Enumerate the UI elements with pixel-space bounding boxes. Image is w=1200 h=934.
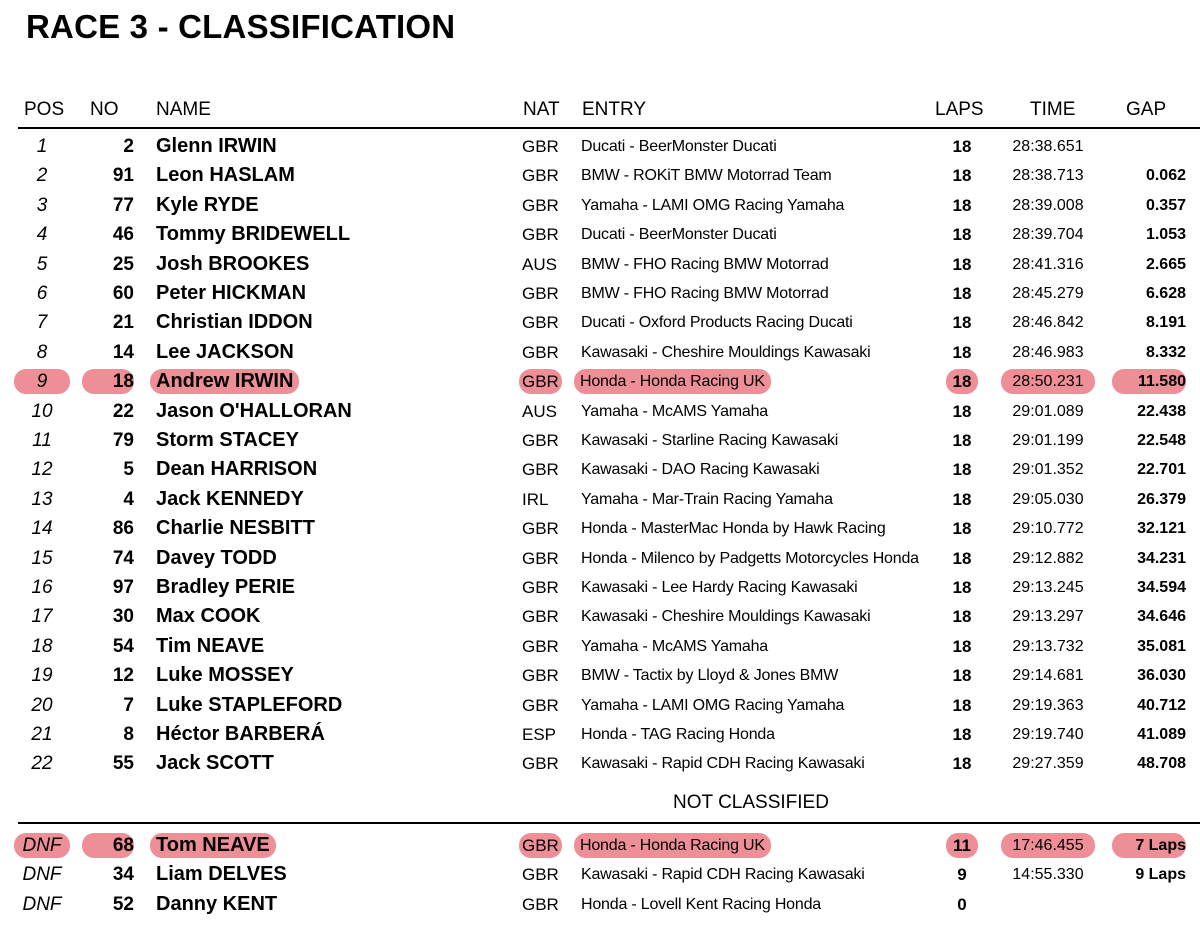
table-row — [0, 890, 1200, 919]
cell-pos: 12 — [31, 459, 53, 481]
cell-pos: 10 — [31, 400, 53, 422]
cell-entry: Yamaha - LAMI OMG Racing Yamaha — [581, 696, 845, 714]
cell-laps: 18 — [952, 725, 972, 744]
cell-nat: GBR — [522, 695, 559, 715]
cell-no: 54 — [112, 635, 134, 657]
cell-entry: Honda - Lovell Kent Racing Honda — [581, 895, 821, 913]
cell-nat: GBR — [522, 519, 559, 539]
cell-entry: Honda - TAG Racing Honda — [581, 726, 775, 743]
cell-gap: 6.628 — [1145, 285, 1186, 302]
cell-pos: 14 — [31, 518, 53, 540]
cell-name: Andrew IRWIN — [150, 369, 299, 394]
cell-entry: Yamaha - Mar-Train Racing Yamaha — [581, 490, 833, 508]
cell-time: 29:01.199 — [1012, 432, 1084, 449]
table-row — [0, 514, 1200, 543]
cell-name: Christian IDDON — [156, 311, 313, 334]
cell-pos: 8 — [36, 341, 48, 363]
cell-nat: GBR — [522, 894, 559, 914]
header-name: NAME — [156, 99, 211, 120]
header-gap: GAP — [1126, 99, 1167, 120]
table-row — [0, 661, 1200, 690]
cell-laps: 18 — [952, 578, 972, 597]
not-classified-heading: NOT CLASSIFIED — [673, 792, 829, 813]
cell-name: Peter HICKMAN — [156, 282, 307, 304]
cell-gap: 40.712 — [1137, 696, 1186, 714]
cell-pos: 9 — [14, 369, 70, 394]
cell-laps: 0 — [957, 894, 967, 914]
cell-laps: 18 — [952, 636, 972, 656]
cell-nat: GBR — [522, 460, 559, 480]
cell-laps: 18 — [952, 225, 972, 245]
cell-pos: 19 — [31, 665, 53, 687]
cell-gap: 34.646 — [1137, 608, 1186, 626]
table-row — [0, 250, 1200, 279]
cell-gap: 26.379 — [1137, 490, 1186, 508]
highlighted-table-row — [0, 831, 1200, 860]
cell-time: 28:38.713 — [1012, 167, 1084, 185]
cell-no: 60 — [112, 283, 134, 304]
cell-time: 29:19.363 — [1012, 696, 1084, 714]
cell-laps: 11 — [946, 833, 978, 858]
cell-gap: 11.580 — [1112, 369, 1186, 394]
cell-no: 21 — [112, 312, 134, 334]
cell-laps: 18 — [952, 284, 972, 303]
cell-gap: 36.030 — [1137, 667, 1186, 685]
cell-gap: 34.594 — [1137, 579, 1186, 596]
cell-no: 77 — [112, 194, 134, 216]
cell-entry: Kawasaki - Starline Racing Kawasaki — [581, 432, 839, 449]
cell-gap: 7 Laps — [1112, 833, 1186, 858]
cell-no: 14 — [112, 341, 134, 363]
table-row — [0, 308, 1200, 337]
cell-time: 28:46.983 — [1012, 343, 1084, 361]
cell-gap: 48.708 — [1137, 755, 1186, 773]
cell-nat: GBR — [522, 754, 559, 774]
cell-no: 5 — [123, 459, 134, 481]
cell-entry: BMW - Tactix by Lloyd & Jones BMW — [581, 667, 839, 685]
cell-no: 86 — [112, 518, 134, 540]
cell-pos: 20 — [31, 694, 53, 716]
cell-name: Héctor BARBERÁ — [156, 723, 325, 745]
cell-laps: 18 — [952, 195, 972, 215]
cell-nat: IRL — [522, 489, 549, 509]
header-time: TIME — [1030, 99, 1076, 120]
cell-entry: Kawasaki - Rapid CDH Racing Kawasaki — [581, 866, 865, 884]
cell-pos: 13 — [31, 488, 53, 510]
cell-no: 46 — [112, 224, 134, 246]
cell-no: 4 — [123, 488, 134, 510]
cell-time: 28:46.842 — [1012, 314, 1084, 332]
cell-nat: GBR — [522, 313, 559, 333]
cell-time: 29:01.089 — [1012, 402, 1084, 420]
cell-laps: 18 — [952, 166, 972, 186]
cell-gap: 8.191 — [1145, 314, 1186, 332]
table-row — [0, 191, 1200, 220]
cell-gap: 0.062 — [1145, 167, 1186, 185]
cell-pos: DNF — [14, 833, 70, 858]
cell-time: 28:50.231 — [1001, 369, 1095, 394]
cell-entry: Honda - Honda Racing UK — [574, 833, 771, 858]
cell-no: 68 — [82, 833, 134, 858]
cell-nat: GBR — [522, 225, 559, 245]
cell-entry: Ducati - BeerMonster Ducati — [581, 138, 777, 155]
cell-name: Lee JACKSON — [156, 340, 294, 363]
cell-laps: 18 — [952, 401, 972, 421]
cell-pos: 5 — [36, 253, 48, 275]
cell-pos: 15 — [31, 547, 53, 569]
cell-name: Bradley PERIE — [156, 576, 295, 598]
cell-laps: 18 — [952, 313, 972, 333]
cell-name: Jack SCOTT — [156, 752, 274, 775]
cell-gap: 1.053 — [1145, 226, 1186, 244]
cell-entry: Yamaha - LAMI OMG Racing Yamaha — [581, 196, 845, 214]
cell-gap: 35.081 — [1137, 637, 1186, 655]
cell-name: Jack KENNEDY — [156, 487, 304, 510]
cell-entry: BMW - FHO Racing BMW Motorrad — [581, 285, 829, 302]
cell-no: 79 — [112, 430, 134, 451]
cell-nat: GBR — [522, 431, 559, 450]
cell-no: 2 — [123, 136, 134, 157]
cell-name: Max COOK — [156, 605, 261, 628]
cell-entry: Honda - Milenco by Padgetts Motorcycles Honda — [581, 549, 919, 567]
cell-laps: 18 — [952, 431, 972, 450]
cell-entry: BMW - ROKiT BMW Motorrad Team — [581, 167, 832, 185]
cell-no: 8 — [123, 724, 134, 745]
cell-nat: AUS — [522, 401, 557, 421]
table-row — [0, 691, 1200, 720]
cell-laps: 18 — [952, 460, 972, 480]
cell-pos: 2 — [36, 165, 48, 187]
table-row — [0, 338, 1200, 367]
cell-gap — [1112, 890, 1186, 919]
cell-no: 7 — [123, 694, 134, 716]
cell-laps: 18 — [952, 342, 972, 362]
header-pos: POS — [24, 99, 65, 120]
cell-laps: 18 — [952, 695, 972, 715]
header-no: NO — [90, 99, 119, 120]
cell-entry: Kawasaki - DAO Racing Kawasaki — [581, 461, 820, 479]
cell-name: Storm STACEY — [156, 429, 299, 451]
cell-time: 17:46.455 — [1001, 833, 1095, 858]
table-row — [0, 602, 1200, 631]
cell-pos: 21 — [31, 724, 53, 745]
cell-no: 30 — [112, 606, 134, 628]
cell-nat: GBR — [522, 548, 559, 568]
cell-nat: AUS — [522, 254, 557, 274]
cell-entry: Yamaha - McAMS Yamaha — [581, 637, 768, 655]
cell-time: 28:45.279 — [1012, 285, 1084, 302]
cell-time: 29:13.297 — [1012, 608, 1084, 626]
cell-time: 29:27.359 — [1012, 755, 1084, 773]
cell-nat: GBR — [519, 369, 562, 394]
cell-laps: 18 — [952, 254, 972, 274]
cell-name: Kyle RYDE — [156, 193, 259, 216]
cell-name: Charlie NESBITT — [156, 517, 315, 540]
cell-laps: 18 — [952, 548, 972, 568]
header-divider — [18, 127, 1200, 129]
cell-laps: 18 — [952, 489, 972, 509]
cell-name: Jason O'HALLORAN — [156, 399, 352, 422]
cell-nat: GBR — [522, 666, 559, 686]
cell-entry: Kawasaki - Rapid CDH Racing Kawasaki — [581, 755, 865, 773]
cell-entry: Kawasaki - Cheshire Mouldings Kawasaki — [581, 608, 871, 626]
cell-no: 25 — [112, 253, 134, 275]
cell-pos: 22 — [31, 753, 53, 775]
cell-nat: GBR — [519, 833, 562, 858]
cell-time: 29:05.030 — [1012, 490, 1084, 508]
header-nat: NAT — [523, 99, 560, 120]
cell-nat: ESP — [522, 725, 557, 744]
not-classified-divider — [18, 822, 1200, 824]
cell-nat: GBR — [522, 284, 559, 303]
cell-gap: 22.701 — [1137, 461, 1186, 479]
cell-time: 28:38.651 — [1012, 138, 1084, 155]
highlighted-table-row — [0, 367, 1200, 396]
cell-pos: 17 — [31, 606, 53, 628]
table-row — [0, 220, 1200, 249]
cell-nat: GBR — [522, 578, 559, 597]
cell-time: 29:13.732 — [1012, 637, 1084, 655]
table-row — [0, 485, 1200, 514]
cell-gap: 34.231 — [1137, 549, 1186, 567]
cell-no: 74 — [112, 547, 134, 569]
cell-time: 29:14.681 — [1012, 667, 1084, 685]
cell-gap: 22.548 — [1137, 432, 1186, 449]
cell-time: 29:01.352 — [1012, 461, 1084, 479]
cell-laps: 18 — [952, 754, 972, 774]
cell-time: 29:13.245 — [1012, 579, 1084, 596]
cell-time: 28:41.316 — [1012, 255, 1084, 273]
table-row — [0, 455, 1200, 484]
cell-gap: 32.121 — [1137, 520, 1186, 538]
cell-time: 28:39.008 — [1012, 196, 1084, 214]
cell-laps: 18 — [952, 519, 972, 539]
cell-name: Liam DELVES — [156, 863, 287, 886]
cell-entry: Honda - MasterMac Honda by Hawk Racing — [581, 520, 886, 538]
cell-name: Dean HARRISON — [156, 458, 318, 481]
cell-nat: GBR — [522, 342, 559, 362]
header-laps: LAPS — [935, 99, 984, 120]
table-row — [0, 749, 1200, 778]
cell-pos: DNF — [22, 893, 62, 915]
cell-entry: Ducati - BeerMonster Ducati — [581, 226, 777, 244]
cell-gap: 0.357 — [1145, 196, 1186, 214]
cell-time: 14:55.330 — [1012, 866, 1084, 884]
cell-entry: BMW - FHO Racing BMW Motorrad — [581, 255, 829, 273]
table-row — [0, 426, 1200, 455]
cell-name: Davey TODD — [156, 546, 277, 569]
cell-no: 55 — [112, 753, 134, 775]
table-row — [0, 161, 1200, 190]
cell-nat: GBR — [522, 636, 559, 656]
cell-gap: 41.089 — [1137, 726, 1186, 743]
cell-gap: 2.665 — [1145, 255, 1186, 273]
cell-name: Leon HASLAM — [156, 164, 295, 187]
cell-laps: 9 — [957, 865, 967, 885]
cell-laps: 18 — [952, 666, 972, 686]
cell-gap: 22.438 — [1137, 402, 1186, 420]
cell-entry: Yamaha - McAMS Yamaha — [581, 402, 768, 420]
page-title: RACE 3 - CLASSIFICATION — [26, 8, 456, 45]
cell-name: Tim NEAVE — [156, 634, 265, 657]
table-row — [0, 632, 1200, 661]
cell-laps: 18 — [952, 137, 972, 156]
cell-pos: 1 — [36, 136, 48, 157]
cell-pos: 6 — [36, 283, 48, 304]
table-row — [0, 720, 1200, 749]
header-entry: ENTRY — [582, 99, 647, 120]
cell-nat: GBR — [522, 195, 559, 215]
cell-nat: GBR — [522, 865, 559, 885]
cell-time — [1001, 890, 1095, 919]
cell-gap: 8.332 — [1145, 343, 1186, 361]
cell-entry: Ducati - Oxford Products Racing Ducati — [581, 314, 853, 332]
cell-no: 18 — [82, 369, 134, 394]
cell-time: 29:19.740 — [1012, 726, 1084, 743]
cell-name: Tommy BRIDEWELL — [156, 223, 351, 246]
cell-no: 52 — [112, 893, 134, 915]
cell-pos: 11 — [32, 430, 52, 451]
cell-no: 91 — [112, 165, 134, 187]
cell-no: 12 — [112, 665, 134, 687]
cell-pos: 16 — [31, 577, 53, 598]
table-row — [0, 573, 1200, 602]
cell-gap: 9 Laps — [1135, 866, 1186, 884]
table-row — [0, 860, 1200, 889]
cell-no: 22 — [112, 400, 134, 422]
cell-laps: 18 — [952, 607, 972, 627]
cell-pos: 7 — [36, 312, 48, 334]
cell-nat: GBR — [522, 607, 559, 627]
cell-name: Josh BROOKES — [156, 252, 310, 275]
cell-entry: Honda - Honda Racing UK — [574, 369, 771, 394]
cell-name: Luke STAPLEFORD — [156, 693, 343, 716]
cell-time: 29:12.882 — [1012, 549, 1084, 567]
cell-no: 97 — [112, 577, 134, 598]
cell-name: Tom NEAVE — [150, 833, 276, 858]
cell-pos: 18 — [31, 635, 53, 657]
cell-gap — [1112, 132, 1186, 161]
table-row — [0, 132, 1200, 161]
cell-name: Glenn IRWIN — [156, 135, 277, 157]
cell-laps: 18 — [946, 369, 978, 394]
cell-nat: GBR — [522, 137, 559, 156]
cell-pos: 4 — [36, 224, 48, 246]
cell-no: 34 — [112, 864, 134, 886]
table-row — [0, 544, 1200, 573]
cell-name: Danny KENT — [156, 892, 278, 915]
cell-name: Luke MOSSEY — [156, 664, 294, 687]
cell-pos: 3 — [36, 194, 48, 216]
table-row — [0, 279, 1200, 308]
cell-entry: Kawasaki - Cheshire Mouldings Kawasaki — [581, 343, 871, 361]
table-row — [0, 397, 1200, 426]
cell-time: 29:10.772 — [1012, 520, 1084, 538]
cell-entry: Kawasaki - Lee Hardy Racing Kawasaki — [581, 579, 858, 596]
cell-nat: GBR — [522, 166, 559, 186]
cell-pos: DNF — [22, 864, 62, 886]
cell-time: 28:39.704 — [1012, 226, 1084, 244]
